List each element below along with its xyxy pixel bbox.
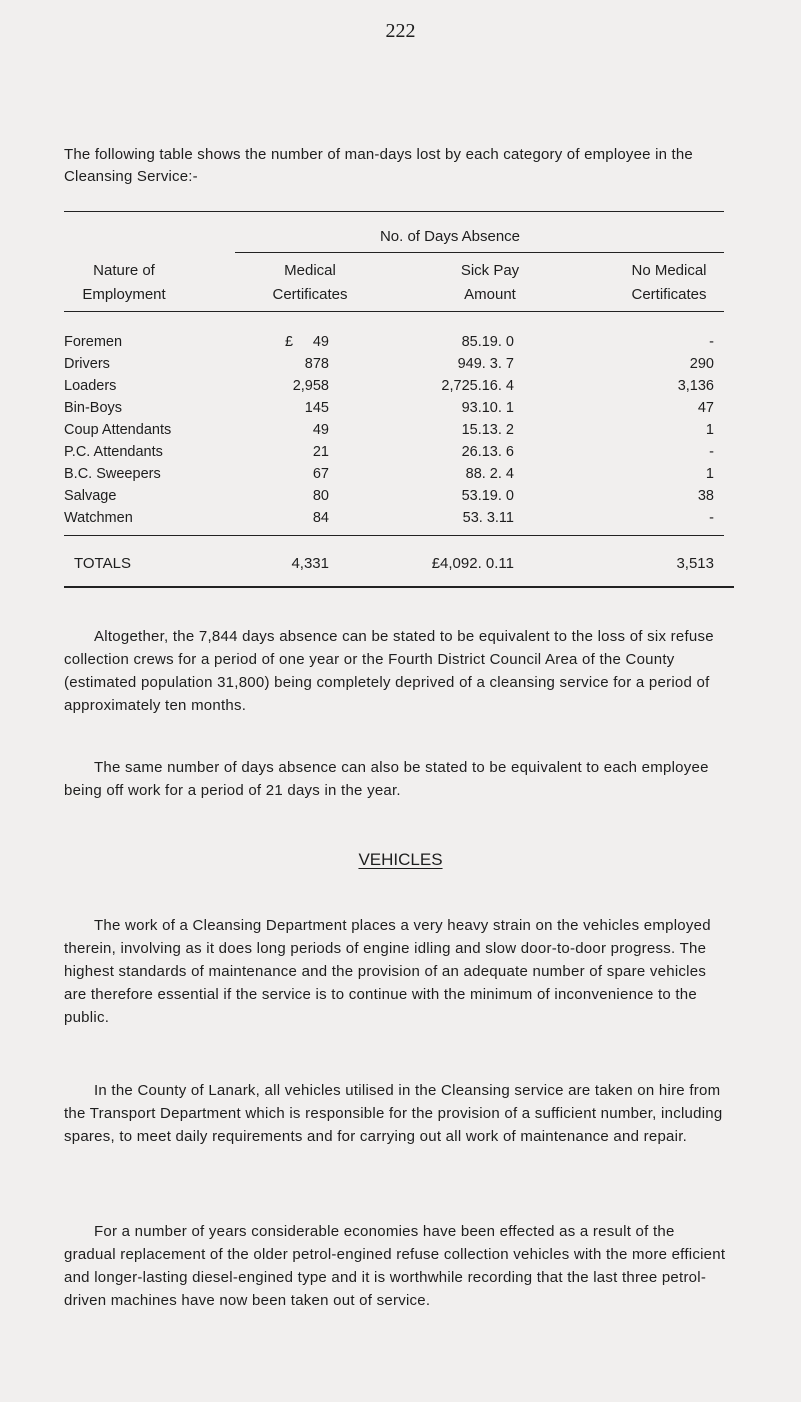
cell-sick-pay: 2,725.16. 4 [441, 378, 514, 394]
cell-employment: B.C. Sweepers [64, 466, 161, 482]
totals-no-medical: 3,513 [676, 555, 714, 572]
cell-sick-pay: 15.13. 2 [461, 422, 514, 438]
paragraph-per-employee-text: The same number of days absence can also be stated to be equivalent to each employee being off work for a period of 21 days in the year. [64, 759, 709, 799]
cell-sick-pay: 88. 2. 4 [465, 466, 514, 482]
paragraph-equivalence [64, 625, 730, 717]
header-nomedical-line1: No Medical [631, 262, 707, 279]
cell-no-medical: 1 [705, 422, 714, 438]
cell-medical: 21 [312, 444, 329, 460]
totals-top-rule [64, 535, 724, 536]
cell-no-medical: 3,136 [677, 378, 714, 394]
cell-no-medical: 1 [705, 466, 714, 482]
table-row [64, 463, 724, 485]
cell-currency: £ [285, 334, 294, 350]
intro-text: The following table shows the number of man-days lost by each category of employee in the Cleansing Service:- [64, 146, 693, 185]
table-row [64, 485, 724, 507]
table-top-rule [64, 211, 724, 212]
table-row [64, 375, 724, 397]
cell-sick-pay: 53.19. 0 [461, 488, 514, 504]
header-bottom-rule [64, 311, 724, 312]
cell-sick-pay: 93.10. 1 [461, 400, 514, 416]
cell-medical: 49 [312, 422, 329, 438]
paragraph-vehicle-strain-text: The work of a Cleansing Department places a very heavy strain on the vehicles employed therein, involving as it does long periods of engine idling and slow door-to-door progress. The highest standards of maintenance and the provision of an adequate number of spare vehicles are therefore essential if the service is to continue with the minimum of inconvenience to the public. [64, 917, 711, 1026]
paragraph-diesel-text: For a number of years considerable economies have been effected as a result of the gradual replacement of the older petrol-engined refuse collection vehicles with the more efficient and longer-lasting diesel-engined type and it is worthwhile recording that the last three petrol-driven machines have now been taken out of service. [64, 1223, 726, 1309]
header-nature-line2: Employment [82, 286, 166, 303]
cell-sick-pay: 85.19. 0 [461, 334, 514, 350]
cell-employment: Salvage [64, 488, 117, 504]
header-medical-line2: Certificates [272, 286, 348, 303]
table-bottom-rule [64, 586, 734, 588]
cell-sick-pay: 949. 3. 7 [457, 356, 514, 372]
totals-row [64, 553, 724, 575]
section-heading-vehicles: VEHICLES [358, 850, 443, 869]
paragraph-hire-text: In the County of Lanark, all vehicles utilised in the Cleansing service are taken on hire from the Transport Department which is responsible for the provision of a sufficient number, including spares, to meet daily requirements and for carrying out all work of maintenance and repair. [64, 1082, 723, 1145]
table-row [64, 397, 724, 419]
cell-medical: 2,958 [292, 378, 329, 394]
cell-employment: Drivers [64, 356, 110, 372]
table-row [64, 353, 724, 375]
cell-sick-pay: 53. 3.11 [462, 510, 514, 526]
group-header-rule [235, 252, 724, 253]
page-number: 222 [385, 20, 416, 42]
table-row [64, 507, 724, 529]
cell-medical: 84 [312, 510, 329, 526]
cell-employment: Watchmen [64, 510, 133, 526]
header-nature-line1: Nature of [93, 262, 155, 279]
cell-no-medical: - [709, 334, 714, 350]
cell-medical: 878 [304, 356, 329, 372]
cell-no-medical: 38 [697, 488, 714, 504]
cell-medical: 49 [312, 334, 329, 350]
cell-employment: Coup Attendants [64, 422, 172, 438]
cell-no-medical: 290 [689, 356, 714, 372]
totals-label: TOTALS [74, 555, 131, 572]
cell-medical: 80 [312, 488, 329, 504]
cell-employment: P.C. Attendants [64, 444, 163, 460]
cell-medical: 145 [304, 400, 329, 416]
cell-employment: Bin-Boys [64, 400, 123, 416]
paragraph-vehicle-strain [64, 914, 730, 1029]
cell-employment: Loaders [64, 378, 117, 394]
table-row [64, 419, 724, 441]
cell-medical: 67 [312, 466, 329, 482]
cell-no-medical: - [709, 510, 714, 526]
header-medical-line1: Medical [284, 262, 336, 279]
table-row [64, 331, 724, 353]
header-nomedical-line2: Certificates [631, 286, 707, 303]
paragraph-per-employee [64, 756, 730, 802]
group-header: No. of Days Absence [379, 228, 521, 245]
paragraph-hire [64, 1079, 730, 1148]
totals-medical: 4,331 [291, 555, 329, 572]
header-sick-line2: Amount [464, 286, 516, 303]
cell-no-medical: 47 [697, 400, 714, 416]
totals-sick-pay: £4,092. 0.11 [431, 555, 514, 572]
paragraph-diesel [64, 1220, 730, 1312]
table-row [64, 441, 724, 463]
cell-no-medical: - [709, 444, 714, 460]
header-sick-line1: Sick Pay [460, 262, 520, 279]
cell-employment: Foremen [64, 334, 123, 350]
cell-sick-pay: 26.13. 6 [461, 444, 514, 460]
paragraph-equivalence-text: Altogether, the 7,844 days absence can be stated to be equivalent to the loss of six refuse collection crews for a period of one year or the Fourth District Council Area of the County (estimated population 31,800) being completely deprived of a cleansing service for a period of approximately ten months. [64, 628, 714, 714]
